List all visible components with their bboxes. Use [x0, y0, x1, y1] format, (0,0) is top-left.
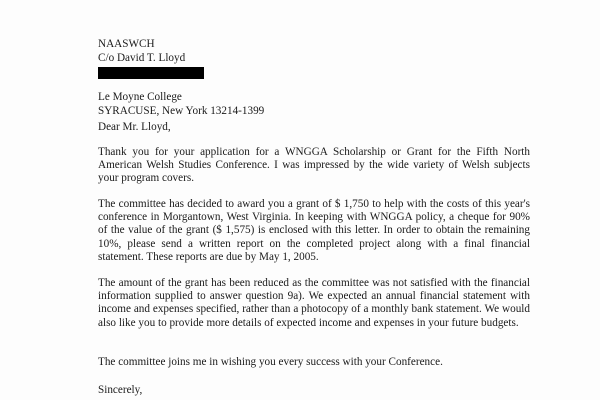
address-org: NAASWCH [98, 38, 155, 50]
closing: Sincerely, [98, 384, 143, 396]
paragraph-award: The committee has decided to award you a grant of $ 1,750 to help with the costs of this year's conference in Morgantown, West Virginia. In keeping with WNGGA policy, a cheque for 90% of the value of the grant ($ 1,575) is enclosed with this letter. In order to obtain the remaining 10%, please send a written report on the completed project along with a final financial statement. These reports are due by May 1, 2005. [98, 198, 530, 263]
paragraph-wishes: The committee joins me in wishing you every success with your Conference. [98, 356, 443, 368]
salutation: Dear Mr. Lloyd, [98, 121, 171, 133]
paragraph-reduction: The amount of the grant has been reduced as the committee was not satisfied with the financial information supplied to answer question 9a). We expected an annual financial statement with income and expenses specified, rather than a photocopy of a monthly bank statement. We would also like you to provide more details of expected income and expenses in your future budgets. [98, 277, 530, 329]
address-institution: Le Moyne College [98, 91, 182, 103]
paragraph-thanks: Thank you for your application for a WNGGA Scholarship or Grant for the Fifth North American Welsh Studies Conference. I was impressed by the wide variety of Welsh subjects your program covers. [98, 146, 530, 185]
recipient-address [98, 38, 398, 119]
redacted-block [98, 67, 204, 79]
address-care-of: C/o David T. Lloyd [98, 52, 186, 64]
address-city-line: SYRACUSE, New York 13214-1399 [98, 105, 265, 117]
